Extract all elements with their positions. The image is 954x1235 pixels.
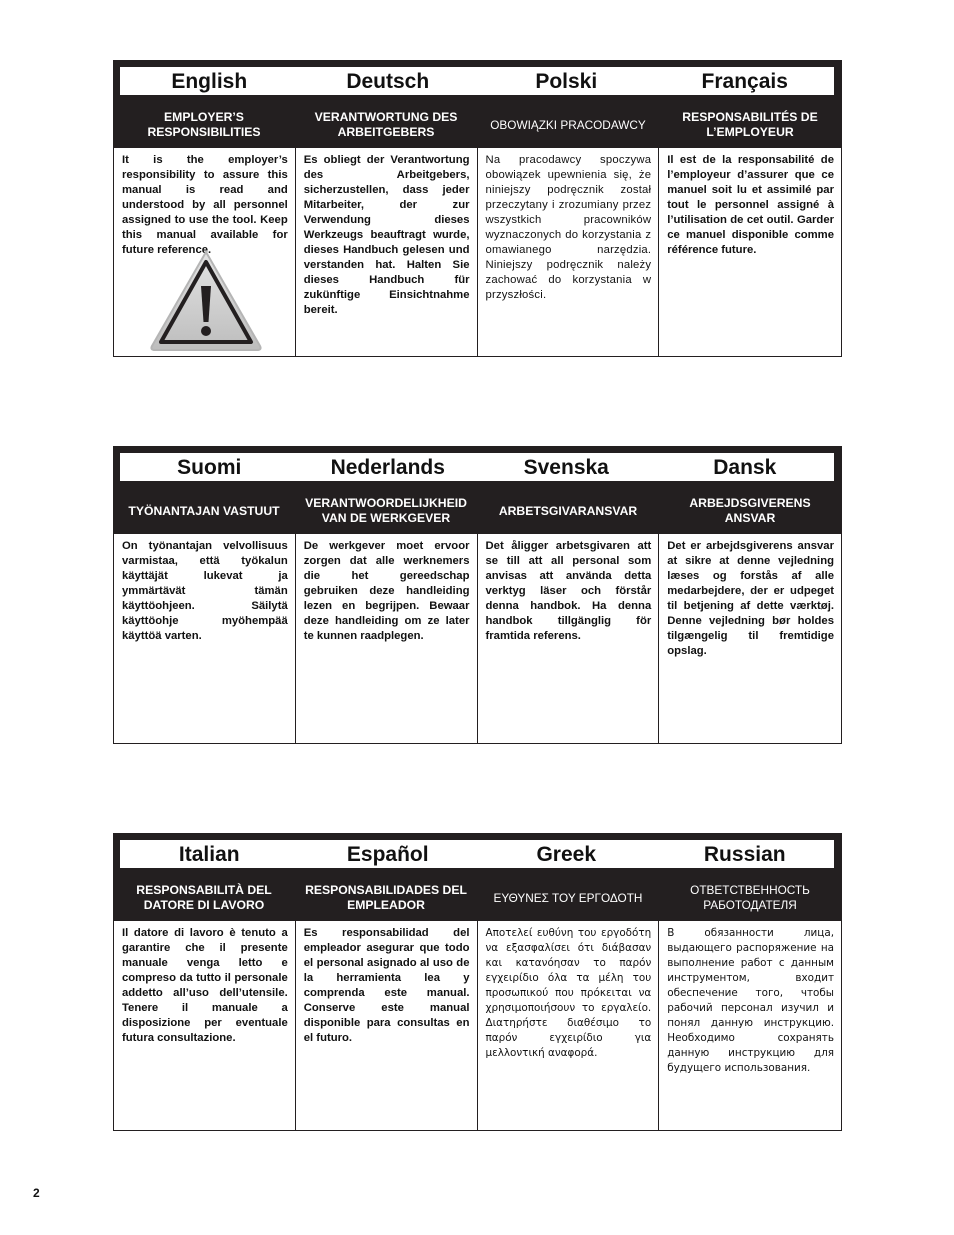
body-row — [113, 921, 842, 1131]
text-deutsch: Es obliegt der Verantwortung des Arbeitgebers, sicherzustellen, dass jeder Mitarbeiter, der zur Verwendung dieses Werkzeugs beauftragt wurde, dieses Handbuch gelesen und verstanden hat. Halten Sie dieses Handbuch für zukünftige Einsichtnahme bereit. — [296, 148, 478, 356]
title-deutsch: VERANTWORTUNG DES ARBEITGEBERS — [314, 110, 458, 139]
language-english: English — [171, 69, 248, 93]
text-suomi: On työnantajan velvollisuus varmistaa, että työkalun käyttäjät lukevat ja ymmärtävät tämän käyttöohjeen. Säilytä käyttöohje myöhempää käyttöä varten. — [114, 534, 296, 743]
language-italian: Italian — [178, 842, 240, 866]
text-dansk: Det er arbejdsgiverens ansvar at sikre at denne vejledning læses og forstås af alle medarbejdere, der er udpeget til betjening af dette værktøj. Denne vejledning bør holdes tilgængelig til fremtidige opslag. — [667, 540, 834, 657]
text-svenska: Det åligger arbetsgivaren att se till att all personal som anvisas att använda detta verktyg läser och förstår denna handbok. Ha denna handbok tillgänglig för framtida referens. — [478, 534, 660, 743]
section-1 — [113, 60, 842, 357]
title-polski: OBOWIĄZKI PRACODAWCY — [490, 117, 646, 132]
text-english — [114, 148, 296, 356]
title-suomi: TYÖNANTAJAN VASTUUT — [128, 503, 280, 518]
body-row — [113, 148, 842, 357]
title-greek: ΕΥΘΥΝΕΣ ΤΟΥ ΕΡΓΟΔΟΤΗ — [493, 890, 643, 905]
warning-triangle-icon — [148, 248, 264, 352]
language-bar — [113, 60, 842, 102]
language-francais: Français — [701, 69, 788, 93]
language-deutsch: Deutsch — [346, 69, 430, 93]
language-russian: Russian — [703, 842, 786, 866]
text-espanol: Es responsabilidad del empleador asegurar que todo el personal asignado al uso de la herramienta lea y comprenda este manual. Conserve este manual disponible para consultas en el futuro. — [296, 921, 478, 1130]
text-english-content: It is the employer’s responsibility to assure this manual is read and understood by all personnel assigned to use the tool. Keep this manual available for future reference. — [122, 154, 288, 256]
language-dansk: Dansk — [713, 455, 777, 479]
title-espanol: RESPONSABILIDADES DEL EMPLEADOR — [305, 883, 467, 912]
text-francais: Il est de la responsabilité de l’employeur d’assurer que ce manuel soit lu et assimilé par tout le personnel assigné à l’utilisation de cet outil. Garder ce manuel disponible comme référence future. — [667, 154, 834, 256]
title-bar — [113, 488, 842, 534]
language-suomi: Suomi — [177, 455, 242, 479]
title-english: EMPLOYER’S RESPONSIBILITIES — [147, 110, 261, 139]
text-greek: Αποτελεί ευθύνη του εργοδότη να εξασφαλίσει ότι διάβασαν και κατανόησαν το παρόν εγχειρίδιο όλα τα μέλη του προσωπικού που πρόκειται να χρησιμοποιήσουν το εργαλείο. Διατηρήστε διαθέσιμο το παρόν εγχειρίδιο για μελλοντική αναφορά. — [478, 921, 660, 1130]
text-nederlands: De werkgever moet ervoor zorgen dat alle werknemers die het gereedschap gebruiken deze handleiding lezen en begrijpen. Bewaar deze handleiding om ze later te kunnen raadplegen. — [296, 534, 478, 743]
page-number: 2 — [33, 1186, 40, 1200]
title-bar — [113, 875, 842, 921]
title-bar — [113, 102, 842, 148]
language-bar — [113, 446, 842, 488]
section-2 — [113, 446, 842, 744]
body-row — [113, 534, 842, 744]
language-greek: Greek — [536, 842, 597, 866]
text-russian: В обязанности лица, выдающего распоряжение на выполнение работ с данным инструментом, входит обеспечение того, чтобы рабочий персонал изучил и понял данную инструкцию. Необходимо сохранять данную инструкцию для будущего использования. — [667, 927, 834, 1074]
language-bar — [113, 833, 842, 875]
title-russian: ОТВЕТСТВЕННОСТЬ РАБОТОДАТЕЛЯ — [690, 883, 810, 912]
language-nederlands: Nederlands — [330, 455, 445, 479]
text-polski: Na pracodawcy spoczywa obowiązek upewnienia się, że niniejszy podręcznik został przeczytany i zrozumiany przez wszystkich pracowników wyznaczonych do korzystania z omawianego narzędzia. Niniejszy podręcznik należy zachować do korzystania w przyszłości. — [478, 148, 660, 356]
title-dansk: ARBEJDSGIVERENS ANSVAR — [689, 496, 811, 525]
language-svenska: Svenska — [523, 455, 609, 479]
language-polski: Polski — [535, 69, 598, 93]
section-3 — [113, 833, 842, 1131]
text-italian: Il datore di lavoro è tenuto a garantire che il presente manuale venga letto e compreso da tutto il personale addetto all’uso dell’utensile. Tenere il manuale a disposizione per eventuale futura consultazione. — [114, 921, 296, 1130]
title-francais: RESPONSABILITÉS DE L’EMPLOYEUR — [682, 110, 818, 139]
title-italian: RESPONSABILITÀ DEL DATORE DI LAVORO — [136, 883, 272, 912]
title-nederlands: VERANTWOORDELIJKHEID VAN DE WERKGEVER — [305, 496, 467, 525]
title-svenska: ARBETSGIVARANSVAR — [498, 503, 638, 518]
language-espanol: Español — [346, 842, 429, 866]
